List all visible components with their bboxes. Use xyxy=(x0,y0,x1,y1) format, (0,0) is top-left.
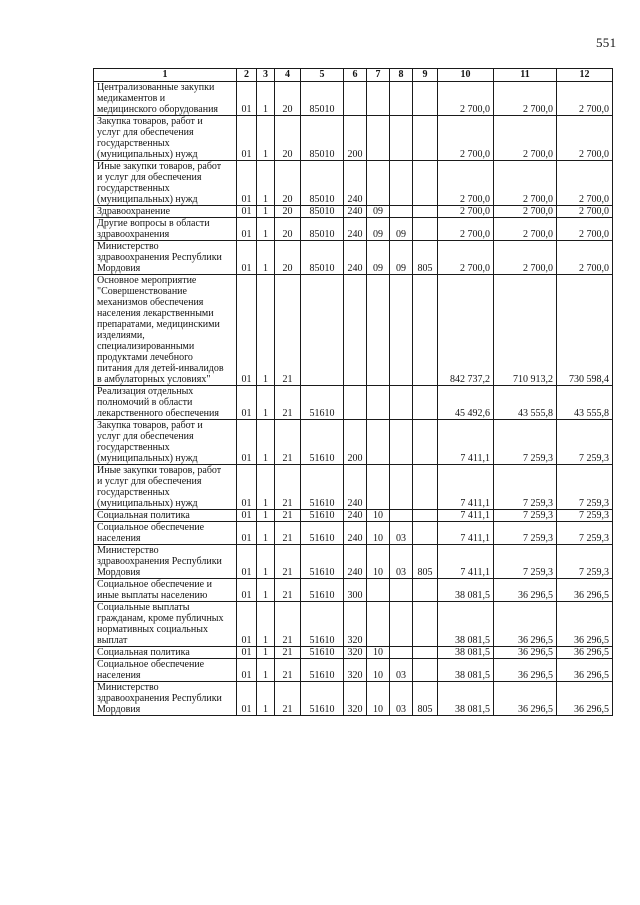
code-cell xyxy=(367,420,390,465)
code-cell: 01 xyxy=(237,161,257,206)
code-cell: 1 xyxy=(257,510,275,522)
code-cell: 240 xyxy=(344,241,367,275)
code-cell xyxy=(344,275,367,386)
code-cell xyxy=(413,116,438,161)
code-cell xyxy=(413,659,438,682)
code-cell: 51610 xyxy=(301,602,344,647)
amount-cell: 43 555,8 xyxy=(494,386,557,420)
code-cell: 03 xyxy=(390,682,413,716)
code-cell: 1 xyxy=(257,275,275,386)
row-name: Основное мероприятие "Совершенствование механизмов обеспечения населения лекарственными препаратами, медицинскими изделиями, специализированными продуктами лечебного питания для детей-инвалидов в амбулаторных условиях" xyxy=(94,275,237,386)
code-cell xyxy=(390,465,413,510)
code-cell: 1 xyxy=(257,579,275,602)
code-cell: 10 xyxy=(367,682,390,716)
code-cell xyxy=(413,386,438,420)
code-cell: 09 xyxy=(367,218,390,241)
code-cell: 1 xyxy=(257,682,275,716)
code-cell: 1 xyxy=(257,218,275,241)
code-cell: 03 xyxy=(390,545,413,579)
code-cell: 01 xyxy=(237,420,257,465)
code-cell xyxy=(367,161,390,206)
code-cell: 20 xyxy=(275,241,301,275)
code-cell: 21 xyxy=(275,545,301,579)
code-cell xyxy=(390,386,413,420)
code-cell xyxy=(413,522,438,545)
code-cell xyxy=(413,275,438,386)
code-cell: 1 xyxy=(257,522,275,545)
code-cell xyxy=(413,82,438,116)
table-row xyxy=(94,206,613,218)
row-name: Министерство здравоохранения Республики Мордовия xyxy=(94,682,237,716)
code-cell xyxy=(390,206,413,218)
amount-cell: 730 598,4 xyxy=(557,275,613,386)
amount-cell: 7 411,1 xyxy=(438,545,494,579)
code-cell xyxy=(367,602,390,647)
amount-cell: 36 296,5 xyxy=(494,682,557,716)
amount-cell: 38 081,5 xyxy=(438,682,494,716)
code-cell xyxy=(413,602,438,647)
table-row xyxy=(94,545,613,579)
code-cell xyxy=(390,161,413,206)
code-cell xyxy=(390,579,413,602)
amount-cell: 2 700,0 xyxy=(557,82,613,116)
amount-cell: 7 411,1 xyxy=(438,420,494,465)
code-cell: 240 xyxy=(344,161,367,206)
code-cell: 1 xyxy=(257,161,275,206)
code-cell xyxy=(413,206,438,218)
amount-cell: 7 411,1 xyxy=(438,510,494,522)
code-cell: 85010 xyxy=(301,218,344,241)
code-cell: 51610 xyxy=(301,420,344,465)
table-row xyxy=(94,510,613,522)
code-cell: 200 xyxy=(344,116,367,161)
code-cell: 21 xyxy=(275,659,301,682)
row-name: Министерство здравоохранения Республики Мордовия xyxy=(94,241,237,275)
code-cell: 1 xyxy=(257,386,275,420)
row-name: Социальные выплаты гражданам, кроме публичных нормативных социальных выплат xyxy=(94,602,237,647)
row-name: Социальная политика xyxy=(94,647,237,659)
table-row xyxy=(94,218,613,241)
header-row xyxy=(94,69,613,82)
amount-cell: 36 296,5 xyxy=(494,579,557,602)
code-cell: 20 xyxy=(275,218,301,241)
code-cell xyxy=(390,82,413,116)
column-header: 9 xyxy=(413,69,438,82)
column-header: 11 xyxy=(494,69,557,82)
code-cell: 21 xyxy=(275,602,301,647)
row-name: Здравоохранение xyxy=(94,206,237,218)
amount-cell: 7 259,3 xyxy=(494,522,557,545)
code-cell: 01 xyxy=(237,522,257,545)
amount-cell: 2 700,0 xyxy=(494,116,557,161)
amount-cell: 2 700,0 xyxy=(494,161,557,206)
code-cell: 09 xyxy=(390,218,413,241)
amount-cell: 2 700,0 xyxy=(438,82,494,116)
row-name: Закупка товаров, работ и услуг для обеспечения государственных (муниципальных) нужд xyxy=(94,420,237,465)
amount-cell: 38 081,5 xyxy=(438,579,494,602)
code-cell xyxy=(367,579,390,602)
code-cell: 1 xyxy=(257,545,275,579)
code-cell: 10 xyxy=(367,659,390,682)
code-cell: 320 xyxy=(344,602,367,647)
amount-cell: 7 259,3 xyxy=(557,420,613,465)
amount-cell: 36 296,5 xyxy=(557,579,613,602)
page-number: 551 xyxy=(596,35,617,50)
code-cell: 20 xyxy=(275,82,301,116)
code-cell: 01 xyxy=(237,386,257,420)
amount-cell: 2 700,0 xyxy=(494,206,557,218)
amount-cell: 7 411,1 xyxy=(438,522,494,545)
code-cell: 21 xyxy=(275,275,301,386)
amount-cell: 38 081,5 xyxy=(438,602,494,647)
code-cell xyxy=(413,579,438,602)
code-cell: 51610 xyxy=(301,522,344,545)
code-cell: 21 xyxy=(275,647,301,659)
code-cell: 805 xyxy=(413,545,438,579)
amount-cell: 36 296,5 xyxy=(557,647,613,659)
code-cell: 51610 xyxy=(301,386,344,420)
code-cell xyxy=(367,82,390,116)
amount-cell: 2 700,0 xyxy=(557,116,613,161)
row-name: Другие вопросы в области здравоохранения xyxy=(94,218,237,241)
amount-cell: 7 259,3 xyxy=(494,545,557,579)
code-cell: 200 xyxy=(344,420,367,465)
code-cell xyxy=(413,420,438,465)
code-cell xyxy=(390,602,413,647)
code-cell: 01 xyxy=(237,206,257,218)
amount-cell: 7 259,3 xyxy=(494,465,557,510)
code-cell: 20 xyxy=(275,161,301,206)
table-row xyxy=(94,579,613,602)
code-cell: 09 xyxy=(367,206,390,218)
table-row xyxy=(94,275,613,386)
column-header: 3 xyxy=(257,69,275,82)
code-cell: 1 xyxy=(257,116,275,161)
code-cell: 01 xyxy=(237,510,257,522)
code-cell: 10 xyxy=(367,545,390,579)
amount-cell: 43 555,8 xyxy=(557,386,613,420)
code-cell: 1 xyxy=(257,420,275,465)
code-cell: 240 xyxy=(344,522,367,545)
code-cell: 240 xyxy=(344,218,367,241)
code-cell: 85010 xyxy=(301,82,344,116)
amount-cell: 2 700,0 xyxy=(557,218,613,241)
amount-cell: 2 700,0 xyxy=(438,206,494,218)
table-row xyxy=(94,659,613,682)
table-row xyxy=(94,522,613,545)
amount-cell: 36 296,5 xyxy=(494,659,557,682)
code-cell: 01 xyxy=(237,241,257,275)
column-header: 7 xyxy=(367,69,390,82)
code-cell: 21 xyxy=(275,465,301,510)
amount-cell: 2 700,0 xyxy=(557,161,613,206)
code-cell xyxy=(413,647,438,659)
code-cell: 21 xyxy=(275,420,301,465)
code-cell: 1 xyxy=(257,602,275,647)
code-cell: 10 xyxy=(367,647,390,659)
column-header: 1 xyxy=(94,69,237,82)
amount-cell: 36 296,5 xyxy=(557,602,613,647)
row-name: Социальное обеспечение и иные выплаты населению xyxy=(94,579,237,602)
amount-cell: 36 296,5 xyxy=(494,647,557,659)
column-header: 4 xyxy=(275,69,301,82)
code-cell: 21 xyxy=(275,510,301,522)
code-cell: 320 xyxy=(344,659,367,682)
code-cell: 01 xyxy=(237,682,257,716)
code-cell xyxy=(413,510,438,522)
amount-cell: 36 296,5 xyxy=(557,659,613,682)
code-cell: 10 xyxy=(367,510,390,522)
amount-cell: 7 259,3 xyxy=(557,522,613,545)
code-cell: 51610 xyxy=(301,647,344,659)
code-cell xyxy=(367,116,390,161)
code-cell: 1 xyxy=(257,206,275,218)
column-header: 8 xyxy=(390,69,413,82)
table-row xyxy=(94,241,613,275)
code-cell: 1 xyxy=(257,647,275,659)
amount-cell: 38 081,5 xyxy=(438,659,494,682)
code-cell: 240 xyxy=(344,545,367,579)
amount-cell: 45 492,6 xyxy=(438,386,494,420)
code-cell: 320 xyxy=(344,647,367,659)
budget-table xyxy=(93,68,613,716)
code-cell: 01 xyxy=(237,579,257,602)
code-cell: 300 xyxy=(344,579,367,602)
amount-cell: 2 700,0 xyxy=(557,241,613,275)
row-name: Социальная политика xyxy=(94,510,237,522)
code-cell: 10 xyxy=(367,522,390,545)
code-cell: 51610 xyxy=(301,682,344,716)
code-cell xyxy=(413,161,438,206)
code-cell: 20 xyxy=(275,116,301,161)
amount-cell: 38 081,5 xyxy=(438,647,494,659)
row-name: Социальное обеспечение населения xyxy=(94,659,237,682)
column-header: 2 xyxy=(237,69,257,82)
code-cell: 1 xyxy=(257,465,275,510)
column-header: 6 xyxy=(344,69,367,82)
code-cell: 21 xyxy=(275,386,301,420)
amount-cell: 710 913,2 xyxy=(494,275,557,386)
amount-cell: 7 411,1 xyxy=(438,465,494,510)
code-cell: 51610 xyxy=(301,579,344,602)
code-cell xyxy=(390,647,413,659)
code-cell: 85010 xyxy=(301,161,344,206)
row-name: Иные закупки товаров, работ и услуг для обеспечения государственных (муниципальных) нужд xyxy=(94,465,237,510)
code-cell: 21 xyxy=(275,682,301,716)
amount-cell: 7 259,3 xyxy=(494,510,557,522)
code-cell xyxy=(390,420,413,465)
code-cell: 85010 xyxy=(301,241,344,275)
table-row xyxy=(94,82,613,116)
code-cell: 01 xyxy=(237,659,257,682)
code-cell: 805 xyxy=(413,682,438,716)
column-header: 5 xyxy=(301,69,344,82)
code-cell: 85010 xyxy=(301,206,344,218)
code-cell: 21 xyxy=(275,522,301,545)
code-cell: 01 xyxy=(237,465,257,510)
code-cell: 01 xyxy=(237,647,257,659)
row-name: Социальное обеспечение населения xyxy=(94,522,237,545)
column-header: 12 xyxy=(557,69,613,82)
amount-cell: 7 259,3 xyxy=(557,465,613,510)
code-cell: 09 xyxy=(390,241,413,275)
code-cell xyxy=(367,465,390,510)
code-cell: 20 xyxy=(275,206,301,218)
amount-cell: 36 296,5 xyxy=(494,602,557,647)
code-cell: 21 xyxy=(275,579,301,602)
row-name: Централизованные закупки медикаментов и медицинского оборудования xyxy=(94,82,237,116)
amount-cell: 2 700,0 xyxy=(438,161,494,206)
code-cell: 240 xyxy=(344,510,367,522)
code-cell: 01 xyxy=(237,545,257,579)
code-cell: 51610 xyxy=(301,545,344,579)
code-cell xyxy=(344,82,367,116)
row-name: Закупка товаров, работ и услуг для обеспечения государственных (муниципальных) нужд xyxy=(94,116,237,161)
table-row xyxy=(94,420,613,465)
code-cell xyxy=(367,275,390,386)
amount-cell: 7 259,3 xyxy=(494,420,557,465)
table-row xyxy=(94,386,613,420)
code-cell: 51610 xyxy=(301,659,344,682)
code-cell: 240 xyxy=(344,206,367,218)
code-cell: 09 xyxy=(367,241,390,275)
code-cell: 03 xyxy=(390,659,413,682)
table-row xyxy=(94,602,613,647)
amount-cell: 2 700,0 xyxy=(438,218,494,241)
code-cell xyxy=(301,275,344,386)
amount-cell: 36 296,5 xyxy=(557,682,613,716)
amount-cell: 7 259,3 xyxy=(557,510,613,522)
code-cell: 01 xyxy=(237,116,257,161)
amount-cell: 842 737,2 xyxy=(438,275,494,386)
column-header: 10 xyxy=(438,69,494,82)
code-cell xyxy=(390,510,413,522)
row-name: Министерство здравоохранения Республики Мордовия xyxy=(94,545,237,579)
code-cell: 85010 xyxy=(301,116,344,161)
table-row xyxy=(94,465,613,510)
table-row xyxy=(94,161,613,206)
table-row xyxy=(94,116,613,161)
code-cell: 03 xyxy=(390,522,413,545)
row-name: Иные закупки товаров, работ и услуг для обеспечения государственных (муниципальных) нужд xyxy=(94,161,237,206)
code-cell xyxy=(390,116,413,161)
code-cell: 240 xyxy=(344,465,367,510)
code-cell: 1 xyxy=(257,82,275,116)
code-cell xyxy=(390,275,413,386)
amount-cell: 2 700,0 xyxy=(494,218,557,241)
code-cell: 01 xyxy=(237,218,257,241)
code-cell: 51610 xyxy=(301,510,344,522)
code-cell: 1 xyxy=(257,659,275,682)
code-cell: 805 xyxy=(413,241,438,275)
amount-cell: 2 700,0 xyxy=(494,241,557,275)
amount-cell: 7 259,3 xyxy=(557,545,613,579)
code-cell: 1 xyxy=(257,241,275,275)
table-row xyxy=(94,647,613,659)
code-cell xyxy=(413,218,438,241)
code-cell xyxy=(413,465,438,510)
code-cell: 01 xyxy=(237,275,257,386)
amount-cell: 2 700,0 xyxy=(438,116,494,161)
code-cell xyxy=(344,386,367,420)
code-cell: 51610 xyxy=(301,465,344,510)
code-cell xyxy=(367,386,390,420)
row-name: Реализация отдельных полномочий в области лекарственного обеспечения xyxy=(94,386,237,420)
table-row xyxy=(94,682,613,716)
code-cell: 01 xyxy=(237,602,257,647)
amount-cell: 2 700,0 xyxy=(557,206,613,218)
amount-cell: 2 700,0 xyxy=(438,241,494,275)
amount-cell: 2 700,0 xyxy=(494,82,557,116)
code-cell: 320 xyxy=(344,682,367,716)
code-cell: 01 xyxy=(237,82,257,116)
